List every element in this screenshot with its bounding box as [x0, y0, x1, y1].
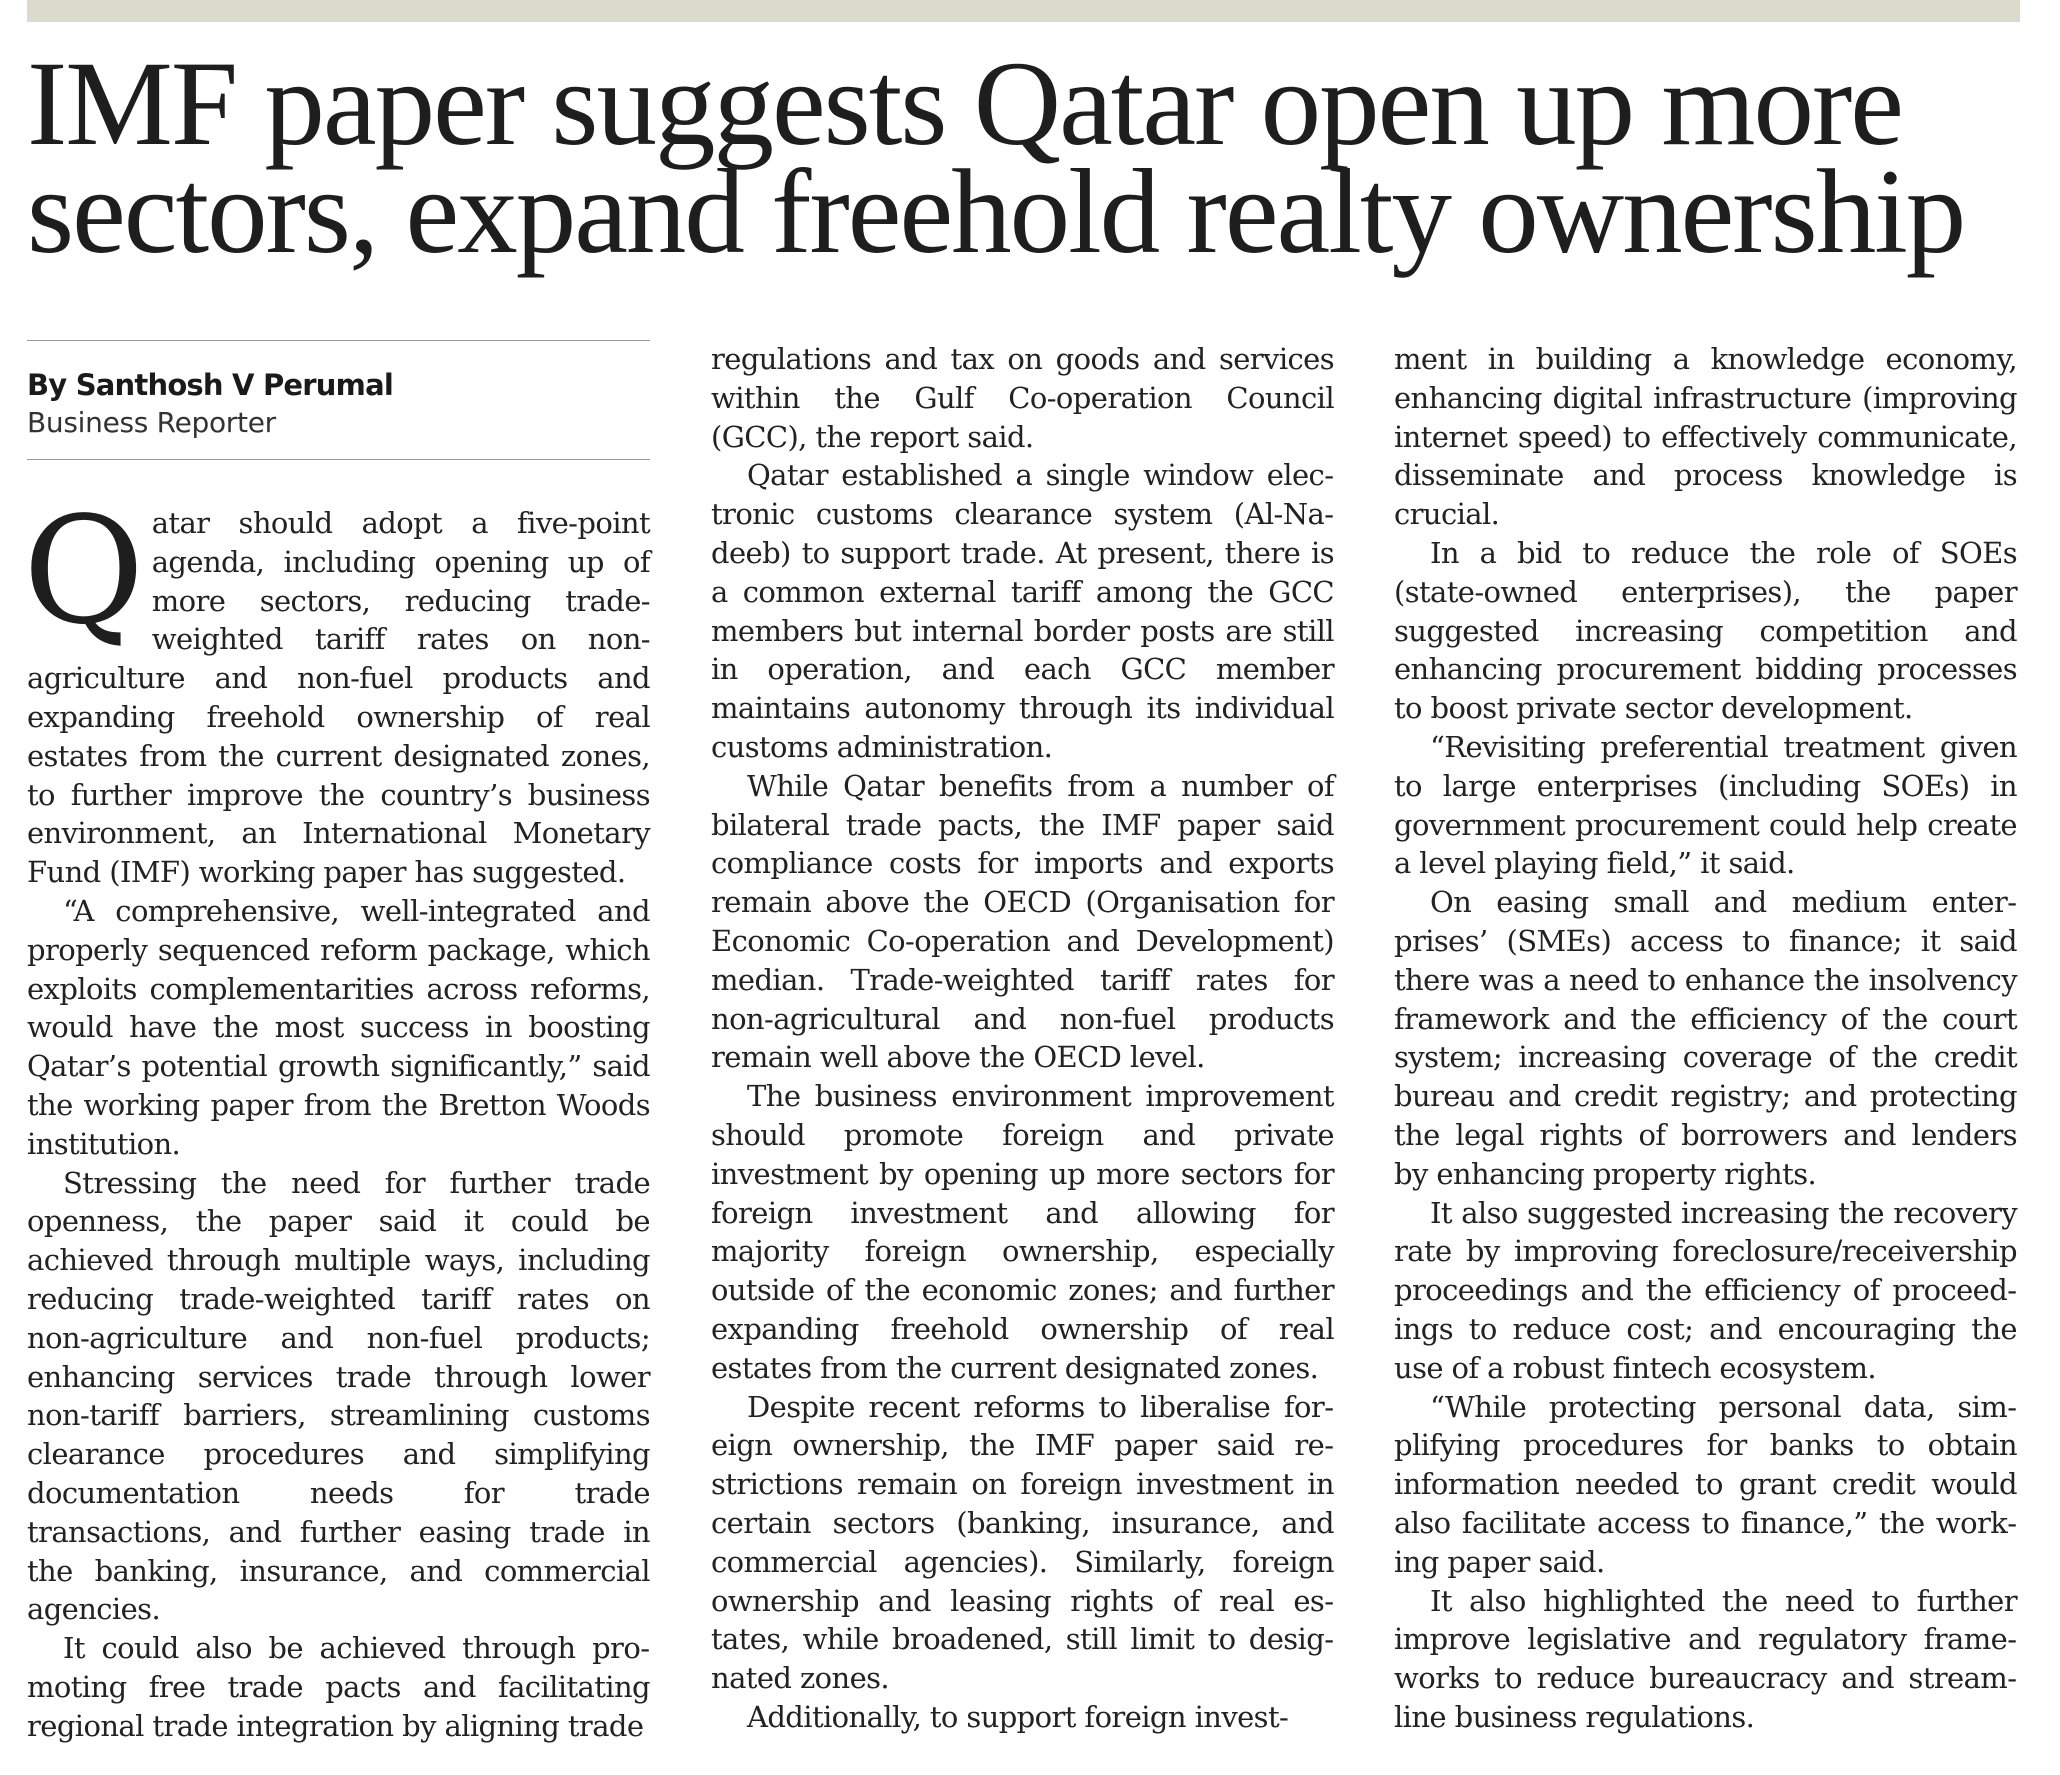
paragraph-text: atar should adopt a five-point agenda, including opening up of more sectors, reducing trade-weighted tariff rates on non-agriculture and non-fuel products and expanding freehold ownership of real estates from the current designated zones, to further improve the country’s business environment, an International Monetary Fund (IMF) working paper has suggested.: [27, 506, 650, 890]
article-paragraph: While Qatar benefits from a number of bilateral trade pacts, the IMF paper said compliance costs for imports and exports remain above the OECD (Organisation for Economic Co-operation and Development) median. Trade-weighted tariff rates for non-agricultural and non-fuel products remain well above the OECD level.: [711, 768, 1334, 1075]
article-paragraph: ment in building a knowledge economy, enhancing digital infrastructure (improving internet speed) to effectively communicate, disseminate and process knowledge is crucial.: [1394, 342, 2017, 532]
article-paragraph: [23, 485, 650, 892]
article-paragraph: “Revisiting preferential treatment given to large enterprises (including SOEs) in government procurement could help create a level playing field,” it said.: [1394, 729, 2017, 881]
article-paragraph: It also suggested increasing the recovery rate by improving foreclosure/receivership proceedings and the efficiency of proceedings to reduce cost; and encouraging the use of a robust fintech ecosystem.: [1394, 1195, 2017, 1385]
article-paragraph: “A comprehensive, well-integrated and properly sequenced reform package, which exploits complementarities across reforms, would have the most success in boosting Qatar’s potential growth significantly,” said the working paper from the Bretton Woods institution.: [27, 893, 650, 1161]
article-paragraph: Despite recent reforms to liberalise foreign ownership, the IMF paper said restrictions remain on foreign investment in certain sectors (banking, insurance, and commercial agencies). Similarly, foreign ownership and leasing rights of real estates, while broadened, still limit to designated zones.: [711, 1389, 1334, 1696]
article-paragraph: Additionally, to support foreign invest-: [747, 1699, 1289, 1734]
top-rule-bar: [27, 0, 2020, 22]
headline: IMF paper suggests Qatar open up more sectors, expand freehold realty ownership: [27, 37, 1965, 279]
drop-cap: Q: [23, 485, 144, 657]
article-paragraph: It also highlighted the need to further improve legislative and regulatory frameworks to reduce bureaucracy and streamline business regulations.: [1394, 1583, 2017, 1734]
article-paragraph: It could also be achieved through promoting free trade pacts and facilitating regional trade integration by aligning trade: [27, 1631, 650, 1743]
article-column-2: [711, 340, 1334, 1737]
article-paragraph: On easing small and medium enterprises’ (SMEs) access to finance; it said there was a need to enhance the insolvency framework and the efficiency of the court system; increasing coverage of the credit bureau and credit registry; and protecting the legal rights of borrowers and lenders by enhancing property rights.: [1394, 885, 2017, 1191]
byline-role: Business Reporter: [27, 406, 276, 439]
byline-author: By Santhosh V Perumal: [27, 368, 393, 402]
article-paragraph: Stressing the need for further trade openness, the paper said it could be achieved through multiple ways, including reducing trade-weighted tariff rates on non-agriculture and non-fuel products; enhancing services trade through lower non-tariff barriers, streamlining customs clearance procedures and simplifying documentation needs for trade transactions, and further easing trade in the banking, insurance, and commercial agencies.: [27, 1165, 650, 1627]
article-paragraph: The business environment improvement should promote foreign and private investment by opening up more sectors for foreign investment and allowing for majority foreign ownership, especially outside of the economic zones; and further expanding freehold ownership of real estates from the current designated zones.: [711, 1079, 1334, 1385]
article-column-1: [23, 340, 650, 1746]
article-paragraph: “While protecting personal data, simplifying procedures for banks to obtain information needed to grant credit would also facilitate access to finance,” the working paper said.: [1394, 1389, 2017, 1579]
article-paragraph: regulations and tax on goods and services within the Gulf Co-operation Council (GCC), the report said.: [711, 342, 1334, 454]
article-column-3: [1394, 340, 2017, 1737]
article-paragraph: In a bid to reduce the role of SOEs (state-owned enterprises), the paper suggested increasing competition and enhancing procurement bidding processes to boost private sector development.: [1394, 535, 2017, 726]
byline-block: [27, 340, 650, 460]
article-paragraph: Qatar established a single window electronic customs clearance system (Al-Nadeeb) to support trade. At present, there is a common external tariff among the GCC members but internal border posts are still in operation, and each GCC member maintains autonomy through its individual customs administration.: [711, 458, 1334, 764]
